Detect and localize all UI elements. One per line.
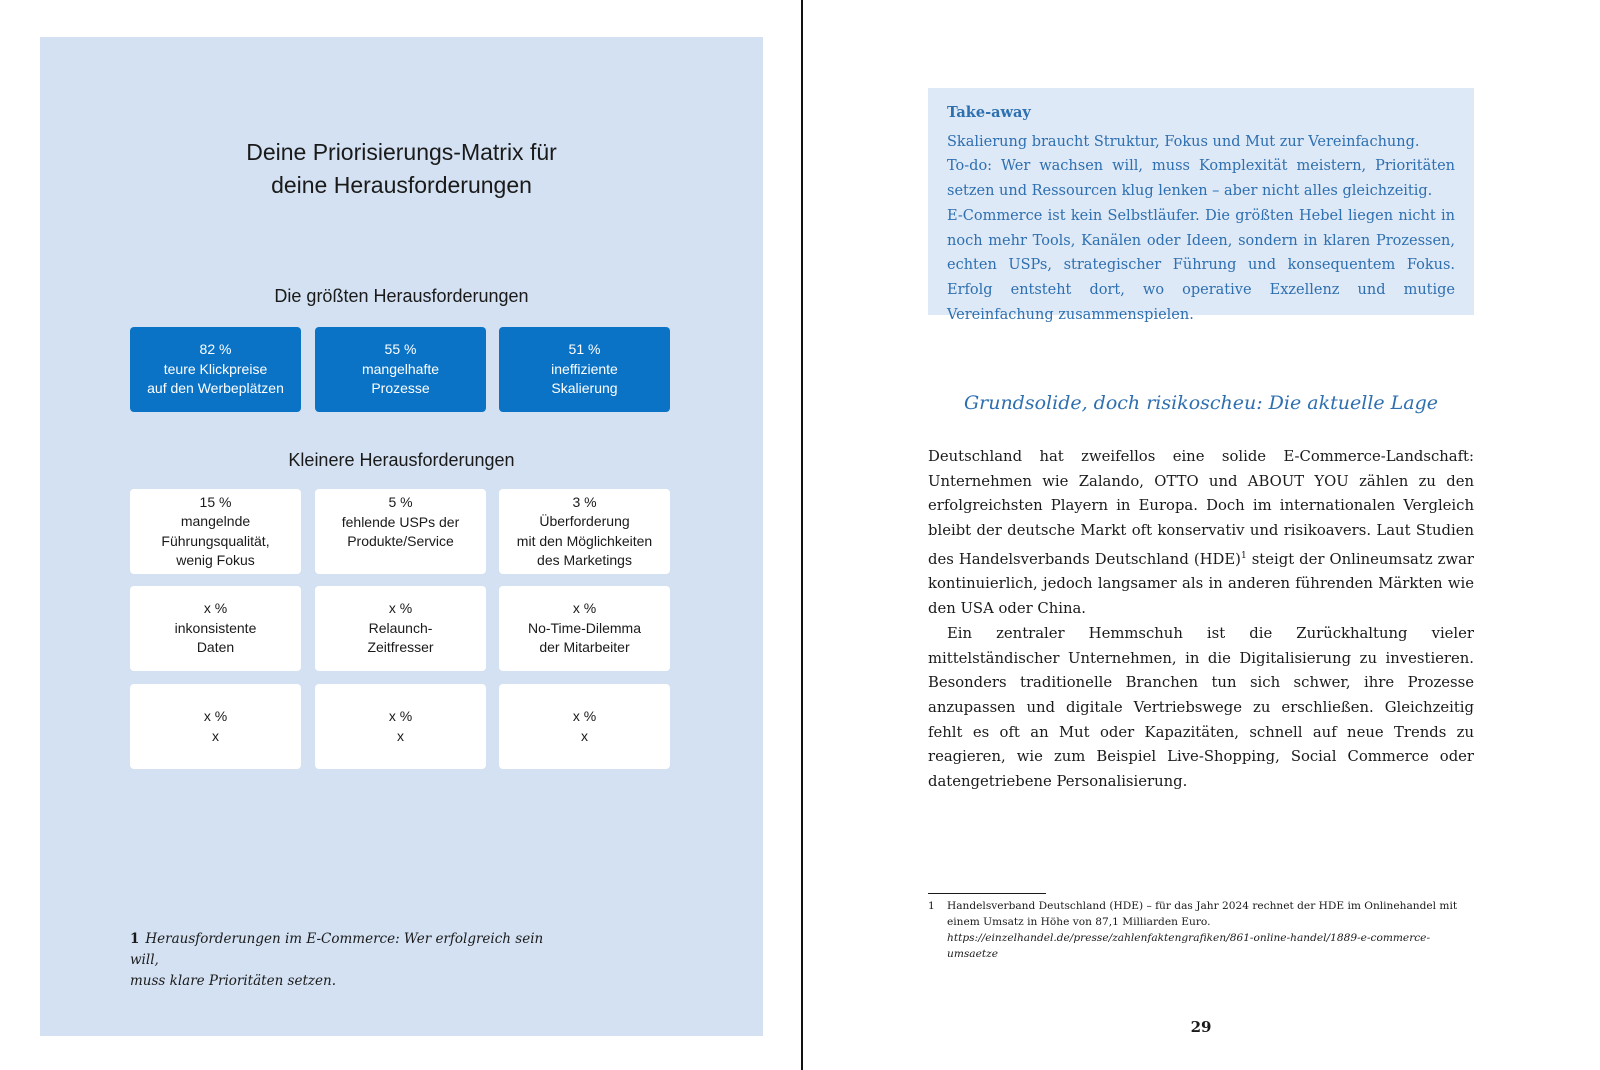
takeaway-paragraph: E-Commerce ist kein Selbstläufer. Die größten Hebel liegen nicht in noch mehr Tools, Kanälen oder Ideen, sondern in klaren Prozessen, echten USPs, strategischer Führung und konsequentem Fokus. Erfolg entsteht dort, wo operative Exzellenz und mutige Vereinfachung zusammenspielen. — [947, 207, 1455, 323]
matrix-title — [40, 136, 763, 202]
footnote-body — [947, 898, 1474, 962]
challenge-label: Relaunch- — [368, 619, 433, 636]
challenge-percent: 55 % — [384, 341, 417, 358]
challenge-label: wenig Fokus — [176, 552, 255, 568]
challenge-label: Prozesse — [371, 380, 430, 397]
footnote-rule — [928, 893, 1046, 894]
challenge-label: teure Klickpreise — [163, 360, 268, 377]
footnote-text: Handelsverband Deutschland (HDE) – für das Jahr 2024 rechnet der HDE im Onlinehandel mit einem Umsatz in Höhe von 87,1 Milliarden Euro. — [947, 900, 1458, 928]
big-challenge-box — [315, 327, 486, 412]
big-challenge-box — [499, 327, 670, 412]
small-challenge-box — [499, 586, 670, 671]
matrix-title-line-1: Deine Priorisierungs-Matrix für — [246, 139, 557, 165]
small-challenge-box — [315, 586, 486, 671]
challenge-label: x — [581, 727, 588, 744]
challenge-percent: 82 % — [199, 341, 232, 358]
challenge-label: x — [397, 727, 404, 744]
spread-divider — [801, 0, 803, 1070]
figure-caption — [130, 929, 550, 992]
small-challenge-box — [499, 489, 670, 574]
challenge-percent: 3 % — [572, 493, 597, 510]
challenge-label: mangelhafte — [361, 360, 440, 377]
body-paragraph: Ein zentraler Hemmschuh ist die Zurückhaltung vieler mittelständischer Unternehmen, in die Digitalisierung zu investieren. Besonders traditionelle Branchen tun sich schwer, ihre Prozesse anzupassen und digitale Vertriebswege zu erschließen. Gleichzeitig fehlt es oft an Mut oder Kapazitäten, schnell auf neue Trends zu reagieren, wie zum Beispiel Live-Shopping, Social Commerce oder datengetriebene Personalisierung. — [928, 624, 1474, 791]
challenge-percent: x % — [203, 600, 228, 617]
page-number: 29 — [1190, 1018, 1212, 1036]
challenge-label: fehlende USPs der — [341, 513, 460, 530]
body-paragraph — [928, 445, 1474, 622]
challenge-label: Führungsqualität, — [161, 532, 270, 549]
caption-line-2: muss klare Prioritäten setzen. — [130, 973, 336, 989]
challenge-label: mit den Möglichkeiten — [516, 532, 653, 549]
challenge-label: Daten — [196, 639, 235, 656]
takeaway-paragraph: To-do: Wer wachsen will, muss Komplexität meistern, Prioritäten setzen und Ressourcen klug lenken – aber nicht alles gleichzeitig. — [947, 158, 1455, 200]
challenge-percent: x % — [388, 600, 413, 617]
footnote-url: https://einzelhandel.de/presse/zahlenfaktengrafiken/861-online-handel/1889-e-commerce-umsaetze — [947, 932, 1431, 960]
caption-number: 1 — [130, 931, 140, 947]
small-challenge-box — [130, 586, 301, 671]
smaller-challenges-heading: Kleinere Herausforderungen — [288, 450, 515, 470]
small-challenge-box — [499, 684, 670, 769]
challenge-label: Skalierung — [551, 380, 618, 397]
challenge-label: Produkte/Service — [347, 533, 454, 549]
challenge-percent: x % — [203, 708, 228, 724]
challenge-percent: 15 % — [199, 493, 232, 510]
section-subheading: Grundsolide, doch risikoscheu: Die aktuelle Lage — [963, 392, 1439, 414]
small-challenge-box — [130, 489, 301, 574]
body-text — [928, 445, 1474, 795]
small-challenge-box — [130, 684, 301, 769]
challenge-label: x — [212, 727, 219, 744]
challenge-label: der Mitarbeiter — [539, 639, 630, 656]
paragraph-text: Deutschland hat zweifellos eine solide E-Commerce-Landschaft: Unternehmen wie Zalando, OTTO und ABOUT YOU zählen zu den erfolgreichsten Playern in Europa. Doch im internationalen Vergleich bleibt der deutsche Markt oft konservativ und risikoavers. Laut Studien des Handelsverbands Deutschland (HDE) — [928, 448, 1474, 568]
matrix-title-line-2: deine Herausforderungen — [271, 172, 532, 198]
caption-line-1: Herausforderungen im E-Commerce: Wer erfolgreich sein will, — [130, 931, 544, 968]
small-challenge-box — [315, 489, 486, 574]
challenge-label: auf den Werbeplätzen — [147, 380, 284, 397]
footnote — [928, 898, 1474, 962]
takeaway-paragraph: Skalierung braucht Struktur, Fokus und Mut zur Vereinfachung. — [947, 133, 1420, 150]
biggest-challenges-heading: Die größten Herausforderungen — [274, 286, 529, 306]
challenge-label: inkonsistente — [174, 619, 257, 636]
takeaway-box — [928, 88, 1474, 323]
prioritization-matrix-panel — [40, 37, 763, 1036]
takeaway-title: Take-away — [947, 104, 1031, 121]
challenge-label: Zeitfresser — [367, 639, 434, 656]
challenge-percent: 5 % — [388, 494, 413, 510]
challenge-label: Überforderung — [539, 513, 630, 529]
small-challenge-box — [315, 684, 486, 769]
footnote-reference: 1 — [1240, 550, 1247, 561]
challenge-label: ineffiziente — [551, 360, 618, 377]
challenge-percent: 51 % — [568, 341, 601, 358]
challenge-percent: x % — [572, 600, 597, 617]
challenge-label: mangelnde — [180, 513, 251, 529]
paragraph-text: steigt der Onlineumsatz zwar kontinuierlich, jedoch langsamer als in anderen führenden Märkten wie den USA oder China. — [928, 550, 1474, 618]
big-challenge-box — [130, 327, 301, 412]
footnote-number: 1 — [928, 900, 935, 912]
challenge-percent: x % — [388, 708, 413, 724]
challenge-label: No-Time-Dilemma — [527, 619, 642, 636]
challenge-percent: x % — [572, 708, 597, 724]
challenge-label: des Marketings — [537, 552, 632, 568]
